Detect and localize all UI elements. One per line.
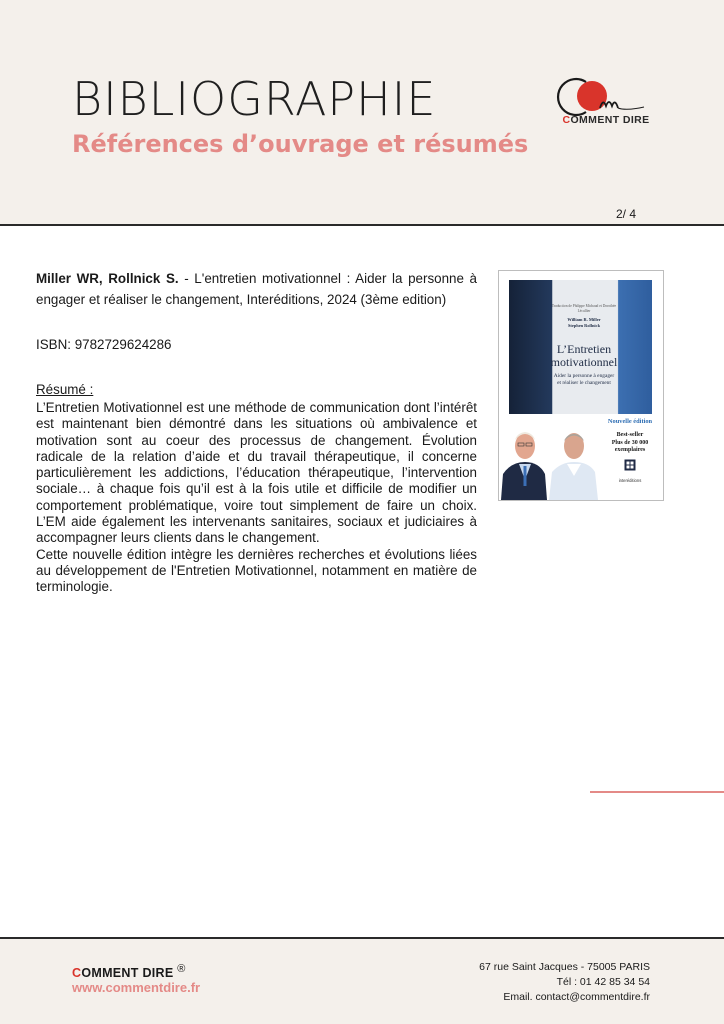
cover-bestseller-line-1: Best-seller: [616, 432, 644, 438]
cover-title-line-2: motivationnel: [550, 355, 618, 369]
footer-contact: [479, 960, 650, 1005]
cover-blurb: [600, 418, 660, 483]
cover-edition: Nouvelle édition: [607, 418, 653, 425]
cover-title-block: [546, 280, 622, 414]
publisher-logo-icon: [624, 459, 636, 471]
cover-subtitle-line-2: et réaliser le changement: [557, 380, 611, 386]
authors-photo-image: [499, 414, 599, 500]
footer-address: 67 rue Saint Jacques - 75005 PARIS: [479, 961, 650, 973]
page-title: BIBLIOGRAPHIE: [72, 72, 437, 126]
cover-translation: Traduction de Philippe Michaud et Dorothée Lécallier: [551, 304, 617, 313]
accent-divider: [590, 791, 724, 793]
footer-email[interactable]: Email. contact@commentdire.fr: [503, 991, 650, 1003]
footer-website-link[interactable]: www.commentdire.fr: [72, 980, 201, 995]
header-band: [0, 0, 724, 226]
cover-author-2: Stephen Rollnick: [567, 323, 601, 328]
logo-wordmark: [556, 114, 656, 126]
summary-paragraph-1: L’Entretien Motivationnel est une méthode de communication dont l’intérêt est maintenant bien démontré dans les situations où ambivalence et motivation sont au coeur des processus de changement. Évolution radicale de la relation d’aide et du travail thérapeutique, il concerne particulièrement les addictions, l’éducation thérapeutique, l’intervention sociale… à chaque fois qu’il est à la fois utile et difficile de modifier un comportement problématique, voire tout simplement de faire un choix. L’EM aide également les intervenants sanitaires, sociaux et judiciaires à accompagner leurs clients dans le changement.: [36, 400, 477, 546]
summary-body: [36, 400, 477, 596]
cover-author-1: William R. Miller: [567, 317, 601, 322]
logo-rest: OMMENT DIRE: [570, 114, 650, 126]
cover-subtitle: [546, 373, 622, 387]
logo-initial: C: [562, 114, 571, 126]
reference-isbn: ISBN: 9782729624286: [36, 337, 172, 352]
book-cover: [498, 270, 664, 501]
cover-bestseller-line-3: exemplaires: [614, 447, 646, 453]
cover-publisher: interéditions: [618, 477, 642, 483]
cover-bestseller: [600, 432, 660, 455]
cover-subtitle-line-1: Aider la personne à engager: [553, 373, 615, 379]
cover-title-line-1: L’Entretien: [556, 342, 612, 356]
reference-authors: Miller WR, Rollnick S.: [36, 271, 179, 286]
summary-paragraph-2: Cette nouvelle édition intègre les dernières recherches et évolutions liées au développement de l'Entretien Motivationnel, notamment en matière de terminologie.: [36, 546, 477, 595]
registered-mark: ®: [177, 963, 186, 975]
reference-citation: - L'entretien motivationnel : Aider la personne à engager et réaliser le changement, Interéditions, 2024 (3ème edition): [36, 271, 477, 307]
footer-brand: [72, 963, 186, 980]
page-number: 2/ 4: [616, 207, 637, 221]
footer-phone: Tél : 01 42 85 34 54: [556, 976, 650, 988]
footer-brand-initial: C: [72, 966, 82, 981]
cover-title: [546, 343, 622, 369]
footer-band: [0, 939, 724, 1024]
cover-bestseller-line-2: Plus de 30 000: [611, 439, 649, 446]
summary-heading: Résumé :: [36, 382, 94, 397]
page-subtitle: Références d’ouvrage et résumés: [72, 130, 529, 158]
footer-brand-rest: OMMENT DIRE: [81, 966, 174, 981]
reference-entry: [36, 268, 477, 310]
cover-authors: [546, 317, 622, 329]
